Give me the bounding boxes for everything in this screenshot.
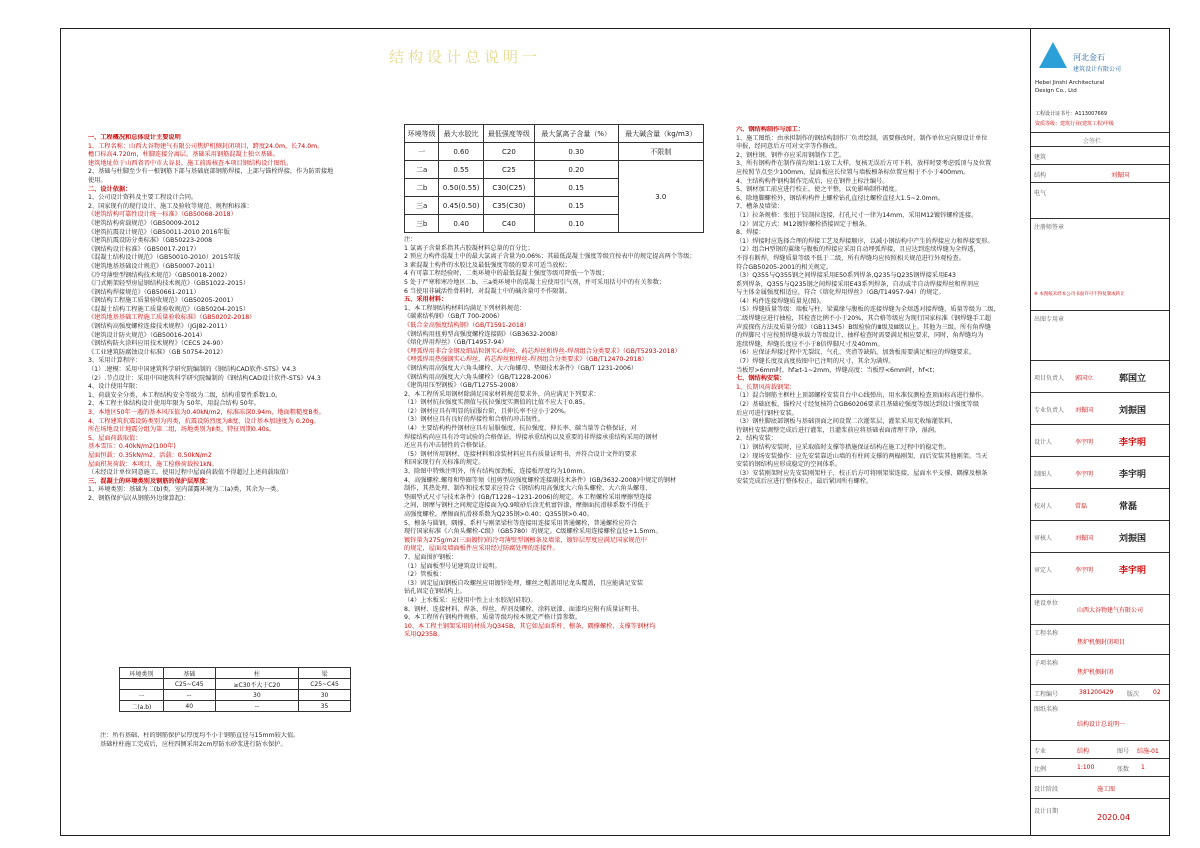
text-line: 《钢结构焊接规范》（GB50661-2011） bbox=[88, 288, 200, 296]
text-line: 檐口标高4.720m，柱脚连接分离层。基础采用钢筋混凝土独立基础。 bbox=[88, 151, 279, 159]
cover-thickness-table bbox=[119, 667, 351, 712]
table-cell: 三a bbox=[405, 197, 439, 215]
text-line: 《钢结构设计标准》（GB50017-2017） bbox=[88, 245, 200, 253]
text-line: （3）Q355与Q355钢之间焊接采用E50系列焊条,Q235与Q235钢焊接采用E43 bbox=[736, 272, 956, 280]
staff-role: 制图人 bbox=[1034, 471, 1053, 478]
text-line: 《建筑设计防火规范》（GB50016-2014） bbox=[88, 331, 206, 339]
text-line: 《建筑用压型钢板》（GB/T12755-2008） bbox=[404, 382, 522, 390]
company-name-en: Hebei Jinshi Architectural bbox=[1035, 80, 1105, 86]
table-cell: 3.0 bbox=[618, 161, 703, 233]
text-line: 9、本工程所有钢构件规格、质量等级均按本规定严格计算参数。 bbox=[404, 614, 582, 622]
durability-table bbox=[404, 124, 704, 233]
project-row: 工程名称 焦炉机侧封闭项目 bbox=[1031, 624, 1169, 654]
text-line: 2 预应力构件混凝土中的最大氯离子含量为0.06%；其最低混凝土强度等级宜按表中的规定提高两个等级； bbox=[404, 253, 696, 261]
staff-role: 审核人 bbox=[1034, 535, 1053, 542]
text-line: 不得有断焊，焊缝质量等级不低于二级，所有焊缝均应按照相关规范进行外观检查。 bbox=[736, 254, 965, 262]
text-line: 屋面积灰荷载：本项目，施工检修荷载按1kN。 bbox=[88, 460, 218, 468]
staff-row bbox=[1031, 520, 1169, 552]
text-line: 5 处于严寒和寒冷地区二b、三a类环境中的混凝土应使用引气剂，并可采用括号中的有关参数； bbox=[404, 278, 666, 286]
text-line: 2、钢柱钢、钢件亦应采用钢制作工艺。 bbox=[736, 151, 846, 159]
text-line: 焊接结构尚应具有冷弯试验的合格保证。焊接承重结构以及重要的非焊接承重结构采用的钢材 bbox=[404, 433, 658, 441]
text-line: 《建筑结构荷载规范》（GB50009-2012 bbox=[88, 219, 200, 227]
text-line: 6、除地脚螺栓外，钢结构构件上螺栓钻孔直径比螺栓直径大1.5~2.0mm。 bbox=[736, 194, 944, 202]
text-line: 4、高强螺栓.螺母和垫圈等须《扭剪型高强度螺栓连接副技术条件》(GB/3632-2008)中规定的钢材 bbox=[404, 476, 677, 484]
drawing-title: 结构设计总说明一 bbox=[388, 48, 541, 66]
text-line: 3、除图中特殊注明外，所有结构加劲板、连接板厚度均为10mm。 bbox=[404, 468, 589, 476]
staff-row bbox=[1031, 552, 1169, 584]
text-line: 基础柱柱施工完成后，应柱四侧采用2cm厚防水砂浆进行防水保护。 bbox=[100, 740, 287, 748]
text-line: 《混凝土结构设计规范》（GB50010-2010）2015年版 bbox=[88, 254, 241, 262]
column-cover-note bbox=[100, 732, 400, 752]
table-cell: ≥C30不大于C20 bbox=[215, 679, 298, 690]
text-line: 应按照节点至少100mm，屋面板应长位置与墙板檩条标位置应相于不小于400mm。 bbox=[736, 168, 970, 176]
text-line: 1、长期风荷载钢架： bbox=[736, 383, 796, 391]
text-line: 《钢结构用高强度大六角头螺栓、大六角螺母、垫圈技术条件》（GB/T 1231-2006） bbox=[404, 364, 638, 372]
text-line: 2、国家现有的现行设计、施工及验收等规范、规程和标准： bbox=[88, 202, 253, 210]
text-line: 4 有可靠工程经验时，二类环境中的最低混凝土强度等级可降低一个等级； bbox=[404, 270, 608, 278]
text-line: （1）钢材抗拉强度实测值与抗拉强度实测值的比值不应大于0.85。 bbox=[404, 399, 589, 407]
table-cell: 0.60 bbox=[439, 143, 484, 161]
text-line: 1、本工程钢结构材料均满足下列材料规范： bbox=[404, 304, 526, 312]
text-line: 高强度螺栓，摩擦面抗滑移系数为Q235钢>0.40；Q355钢>0.40。 bbox=[404, 511, 593, 518]
text-line: 8、钢材、连接材料、焊条、焊丝、焊剂及螺栓、涂料底漆、面漆均应附有质量证明书。 bbox=[404, 605, 644, 613]
date-row: 设计日期 2020.04 bbox=[1031, 798, 1169, 834]
text-line: 五、采用材料： bbox=[404, 296, 448, 304]
text-line: （7）焊缝长度及高度按图中已注明的尺寸，其余为满焊。 bbox=[736, 358, 895, 366]
table-cell: 不限制 bbox=[618, 143, 703, 161]
table-row bbox=[120, 690, 351, 701]
qualification: 资质等级：建筑行业(建筑工程)甲级 bbox=[1035, 121, 1114, 127]
table-cell: C40 bbox=[483, 215, 534, 233]
text-line: 《混凝土结构工程施工质量验收规范》（GB50204-2015） bbox=[88, 305, 250, 313]
text-line: 钻孔固定在钢结构上。 bbox=[404, 588, 466, 596]
staff-signature: 李宇明 bbox=[1119, 566, 1147, 576]
cert-number: 工程设计证书号：A113007669 bbox=[1035, 111, 1108, 117]
text-line: 后应可进行钢柱安装。 bbox=[736, 409, 798, 417]
table-row bbox=[405, 143, 704, 161]
text-line: （2）固定方式：M12镀锌螺栓搭接固定于檩条。 bbox=[736, 220, 871, 228]
subitem-row: 子项名称 焦炉机侧封闭 bbox=[1031, 654, 1169, 684]
table-row bbox=[120, 668, 351, 679]
text-line: 六、钢结构制作与加工： bbox=[736, 126, 805, 133]
text-line: （1）混合钢筋主框柱上顶部螺栓安装自台中心线弹出，用水准仪测检查顶面标高进行操作。 bbox=[736, 392, 988, 400]
staff-name: 刘振国 bbox=[1075, 407, 1094, 414]
text-line: （5）钢材所用钢材、连接材料和涂装材料应具有质量证明书，并符合设计文件的要求 bbox=[404, 450, 637, 458]
stage-row: 设计阶段 施工图 bbox=[1031, 776, 1169, 798]
table-cell: C35(C30) bbox=[483, 197, 534, 215]
text-line: 1、荷载安全分类，本工程结构安全等级为二级，结构重要性系数1.0。 bbox=[88, 391, 282, 399]
table-cell: 0.45(0.50) bbox=[439, 197, 484, 215]
table-cell: 基础 bbox=[163, 668, 215, 679]
table-cell: 梁 bbox=[299, 668, 351, 679]
text-line: 《钢结构防火涂料应用技术规程》（CECS 24-90） bbox=[88, 340, 227, 348]
table-row bbox=[405, 161, 704, 179]
staff-row bbox=[1031, 424, 1169, 456]
text-line: 《熔化焊用焊丝》（GB/T14957-94） bbox=[404, 339, 508, 347]
text-line: 《工业建筑防腐蚀设计标准》（GB 50754-2012） bbox=[88, 348, 227, 356]
countersign-header: 会签栏 bbox=[1031, 132, 1169, 146]
staff-row bbox=[1031, 360, 1169, 392]
text-line: （1）钢结构安装时，应采取临时支撑等措施保证结构在施工过程中的稳定性。 bbox=[736, 443, 951, 451]
text-line: 之间，钢摩与钢柱之间规定连接面为Q.9喷砂后涂无机富锌漆，摩擦面抗滑移系数不得低于 bbox=[404, 502, 650, 510]
text-line: 安装的钢结构应形成稳定的空间体系。 bbox=[736, 461, 842, 469]
text-line: （2）.节点设计：采用中国建筑科学研究院编制的《钢结构CAD设计软件-STS》V4.3 bbox=[88, 374, 321, 382]
title-block bbox=[1030, 28, 1170, 836]
company-name-2: 建筑设计有限公司 bbox=[1073, 66, 1122, 73]
text-line: 1、施工图纸：由承担制作的钢结构制作厂负责绘制，需要修改时，制作单位应向原设计单位 bbox=[736, 134, 988, 142]
column-materials bbox=[404, 236, 722, 796]
table-cell: 0.15 bbox=[534, 197, 618, 215]
table-cell: 三b bbox=[405, 215, 439, 233]
text-line: （2）现场安装操作：应先安装靠近山墙的有柱间支撑的两榀刚架，而后安装其他刚架。当天 bbox=[736, 452, 988, 460]
text-line: 建筑地址位于山西省晋中市大谷县。施工前需核查本项目钢结构设计图纸。 bbox=[88, 159, 293, 167]
text-line: 2、本工程所采用钢材除满足国家材料规范要求外，尚应满足下列要求： bbox=[404, 390, 600, 398]
text-line: （4）上水板采：应使用中性上止水胶泥(硅胶)。 bbox=[404, 596, 537, 604]
table-header: 最大水胶比 bbox=[439, 125, 484, 143]
column-general-notes bbox=[88, 134, 388, 664]
text-line: 《钢结构高强度螺栓连接技术规程》（JGJ82-2011） bbox=[88, 323, 231, 331]
text-line: （4）构件连接焊缝质量见(图)。 bbox=[736, 297, 826, 305]
table-cell: 二(a.b) bbox=[120, 701, 164, 712]
table-row bbox=[120, 679, 351, 690]
text-line: 七、钢结构安装： bbox=[736, 375, 786, 383]
staff-signature: 刘振国 bbox=[1119, 534, 1147, 544]
staff-row bbox=[1031, 488, 1169, 520]
text-line: 《门式刚架轻型房屋钢结构技术规范》（GB51022-2015） bbox=[88, 280, 250, 288]
text-line: （1）拉条规格：张扭于铰剖拉连接，打孔尺寸一律为14mm，采用M12镀锌螺栓连接。 bbox=[736, 211, 978, 219]
text-line: 5、檩条与圆钢、隅撑、系杆与刚架梁柱等连接用连接采用普通螺栓，普通螺栓应符合 bbox=[404, 519, 637, 527]
table-cell: 0.50(0.55) bbox=[439, 179, 484, 197]
countersign-structure: 结构 刘振国 bbox=[1031, 164, 1169, 182]
table-cell: C25~C45 bbox=[163, 679, 215, 690]
text-line: 制作，其热处理、制作和技术要求应符合《钢结构用高强度大六角头螺栓、大六角头螺母、 bbox=[404, 485, 652, 493]
table-row bbox=[120, 701, 351, 712]
text-line: （1）屋面板型号见建筑设计说明。 bbox=[404, 562, 501, 570]
text-line: 2、本工程主体结构设计使用年限为 50年，用混合结构 50年。 bbox=[88, 400, 261, 408]
table-cell: 35 bbox=[299, 701, 351, 712]
text-line: （2）组合H型钢的翼缘与腹板的焊接应采用自动埋弧焊接，且应达到连续焊缝为全焊透， bbox=[736, 246, 980, 254]
text-line: 3、采用计算程序： bbox=[88, 357, 142, 365]
text-line: 《钢结构工程施工质量验收规范》（GB50205-2001） bbox=[88, 297, 237, 305]
text-line: （3）固定屋面钢板自攻螺丝应用镀锌处理，螺丝之帽盖用尼龙头覆盖，且应能满足安装 bbox=[404, 579, 644, 587]
staff-signature: 郭国立 bbox=[1119, 374, 1147, 384]
text-line: （1）焊接时应选择合理的焊接工艺及焊接顺序，以减小钢结构中产生的焊接应力和焊接变形。 bbox=[736, 237, 994, 245]
text-line: 4、主结构构件钢构制作完成后，应在钢件上标注编号。 bbox=[736, 177, 889, 185]
text-line: 系列焊条，Q355与Q235钢之间焊接采用E43系列焊条，自动或半自动焊接焊丝和焊剂应 bbox=[736, 280, 980, 288]
table-header: 环境等级 bbox=[405, 125, 439, 143]
text-line: 与主体金属强度相适应，符合《熔化焊用焊丝》（GB/T14957-94）的规定。 bbox=[736, 289, 945, 297]
text-line: 1、公司设计资料及主要工程设计合同。 bbox=[88, 194, 198, 202]
text-line: 申报，经同意后方可对文字等作修改。 bbox=[736, 143, 842, 151]
table-cell: 0.20 bbox=[534, 161, 618, 179]
text-line: 《建筑地基基础设计规范》（GB50007-2011） bbox=[88, 262, 219, 270]
table-header: 最大氯离子含量（%） bbox=[534, 125, 618, 143]
text-line: 使用。 bbox=[88, 176, 107, 184]
text-line: 所在场地设计地震分组为第二组，场地类别为Ⅱ类，特征周期0.40s。 bbox=[88, 426, 276, 434]
table-cell: 0.30 bbox=[534, 143, 618, 161]
text-line: 注： bbox=[404, 236, 417, 243]
text-line: （3）安装刚架时应先安装刚架柱子，校正后方可将刚架梁连接，屋面水平支撑、隅撑及檩条 bbox=[736, 469, 988, 477]
staff-signature: 李宇明 bbox=[1119, 470, 1147, 480]
staff-signature: 常磊 bbox=[1119, 502, 1138, 512]
text-line: （2）钢材应具有明显的屈服台阶，且伸长率不应小于20%。 bbox=[404, 407, 571, 415]
text-line: 安装完成后应进行整体校正，最后紧固所有螺栓。 bbox=[736, 478, 873, 486]
text-line: 《埋弧焊用非合金钢及细晶粒钢实心焊丝、药芯焊丝和焊丝-焊剂组合分类要求》（GB/T5293-2018） bbox=[404, 347, 681, 355]
column-fabrication bbox=[736, 126, 1024, 766]
text-line: 《建筑抗震设防分类标准》（GB50223-2008 bbox=[88, 237, 213, 245]
staff-name: 常磊 bbox=[1075, 503, 1088, 510]
staff-name: 刘振国 bbox=[1075, 535, 1094, 542]
staff-role: 校对人 bbox=[1034, 503, 1053, 510]
text-line: 《埋弧焊用热强钢实心焊丝、药芯焊丝和焊丝-焊剂组合分类要求》（GB/T12470-2018） bbox=[404, 356, 648, 364]
text-line: 注：所有基础、柱的钢筋保护层厚度均不小于钢筋直径与15mm较大值。 bbox=[100, 732, 300, 739]
drawing-name-row: 图纸名称 结构设计总说明一 bbox=[1031, 700, 1169, 740]
table-cell: C25 bbox=[483, 161, 534, 179]
text-line: 4、工程建筑抗震设防类别为丙类，抗震设防烈度为8度，设计基本加速度为 0.20g。 bbox=[88, 417, 320, 425]
text-line: 和国家现行有关标准的规定。 bbox=[404, 459, 485, 467]
text-line: 垫圈型式尺寸与技术条件》(GB/T1228~1231-2006)的规定。本工程螺栓采用摩擦型连接 bbox=[404, 493, 652, 501]
text-line: 现行国家标准《六角头螺栓-C级》（GB5780）的规定。C级螺栓采用连接螺栓直径+1.5mm。 bbox=[404, 528, 662, 536]
countersign-architecture: 建筑 bbox=[1031, 146, 1169, 164]
text-line: （2）基础底板、锚栓尺寸经复核符合GB60206要求且基础砼强度等级达到设计强度等级 bbox=[736, 401, 980, 408]
text-line: 二级焊缝应进行抽检，其检查比例不小于20%，其合格等级应为现行国家标准《钢焊缝手工超 bbox=[736, 315, 992, 323]
text-line: （3）钢柱脚底部钢板与基础顶面之间设置二次灌浆层，灌浆采用无收缩灌浆料， bbox=[736, 418, 957, 426]
text-line: 7、槽条及墙梁： bbox=[736, 203, 784, 211]
text-line: 《钢结构用高强度大六角头螺栓》（GB/T1228-2006） bbox=[404, 373, 555, 381]
staff-role: 审定人 bbox=[1034, 567, 1053, 574]
countersign-electrical: 电气 bbox=[1031, 182, 1169, 200]
staff-name: 郭国立 bbox=[1075, 375, 1094, 382]
staff-name: 李宇明 bbox=[1075, 439, 1094, 446]
staff-row bbox=[1031, 456, 1169, 488]
text-line: （3）钢材应具有良好的焊接性和合格的冲击韧性。 bbox=[404, 416, 545, 424]
table-cell: -- bbox=[215, 701, 298, 712]
table-cell: 0.40 bbox=[439, 215, 484, 233]
scale-row: 比例 1:100 张数 1 bbox=[1031, 758, 1169, 776]
text-line: （1）.建模：采用中国建筑科学研究院编制的《钢结构CAD软件-STS》V4.3 bbox=[88, 366, 297, 374]
text-line: 10、本工程主钢架采用的材质为Q345B，其它如屋面系杆、檩条、隅撑螺栓、支撑等钢材均 bbox=[404, 622, 656, 630]
text-line: 《冷弯薄壁型钢结构技术规范》（GB50018-2002） bbox=[88, 271, 231, 279]
text-line: 还应具有冲击韧性的合格保证。 bbox=[404, 442, 491, 450]
text-line: （6）应保证焊接过程中无裂纹、气孔、夹渣等缺陷，加劲板需要满足相应的焊缝要求。 bbox=[736, 349, 976, 357]
staff-role: 项目负责人 bbox=[1034, 375, 1065, 382]
text-line: 符合GB50205-2001的相关规定。 bbox=[736, 263, 833, 271]
table-cell: 一 bbox=[405, 143, 439, 161]
text-line: 镀锌量为275g/m2(三面镀锌)的冷弯薄壁型钢檩条及墙梁，镀锌层厚度应满足国家规范中 bbox=[404, 536, 647, 544]
text-line: （5）焊缝质量等级：端板与柱、梁翼缘与腹板的连接焊缝为全熔透对接焊缝，质量等级为二级， bbox=[736, 306, 1000, 314]
staff-name: 李宇明 bbox=[1075, 567, 1094, 574]
table-cell: C30(C25) bbox=[483, 179, 534, 197]
table-cell: 二a bbox=[405, 161, 439, 179]
text-line: 3、本地区50年一遇的基本风压值为0.40kN/m2，标准冻深0.94m，地面粗糙度B类。 bbox=[88, 409, 325, 416]
text-line: 1、环境类别：基础为二(b)类，室内部露环境为二(a)类，其余为一类。 bbox=[88, 486, 283, 494]
table-cell: 环境类别 bbox=[120, 668, 164, 679]
text-line: 屋面恒载：0.35kN/m2，活载：0.50kN/m2 bbox=[88, 451, 212, 459]
staff-role: 设计人 bbox=[1034, 439, 1053, 446]
text-line: 4、设计使用年限： bbox=[88, 383, 142, 391]
table-cell: 0.15 bbox=[534, 179, 618, 197]
text-line: 6 当使用非碱活性骨料时，对混凝土中的碱含量可不作限制。 bbox=[404, 287, 571, 295]
company-name-en-2: Design Co., Ltd bbox=[1035, 88, 1077, 94]
text-line: 2、结构安装： bbox=[736, 435, 778, 443]
major-row: 专业 结构 图号 结施-01 bbox=[1031, 740, 1169, 758]
table-cell: -- bbox=[163, 690, 215, 701]
text-line: 3 素混凝土构件的水胶比及最低强度等级的要求可适当放松； bbox=[404, 261, 571, 269]
text-line: 三、混凝土的环境类别及钢筋的保护层厚度： bbox=[88, 477, 212, 485]
text-line: 基本雪压：0.40kN/m2(100年) bbox=[88, 443, 176, 451]
text-line: （未经设计单位同意施工，使用过程中屋面荷载值不得超过上述荷载取值） bbox=[88, 469, 293, 477]
text-line: 一、工程概况和总体设计主要说明 bbox=[88, 134, 181, 141]
text-line: 的规定，屋面及墙面板件应采用经过防腐处理的连接件。 bbox=[404, 545, 559, 553]
text-line: 采用Q235B。 bbox=[404, 631, 444, 639]
text-line: 声波探伤方法及质量分级》（GB11345）B级检验的Ⅲ级及Ⅲ级以上。其他为三级。所有角焊缝 bbox=[736, 323, 991, 331]
table-cell: 二b bbox=[405, 179, 439, 197]
table-cell: C20 bbox=[483, 143, 534, 161]
table-cell: C25~C45 bbox=[299, 679, 351, 690]
text-line: 《碳素结构钢》（GB/T 700-2006） bbox=[404, 313, 504, 321]
company-logo-icon bbox=[1039, 42, 1067, 68]
text-line: 连续焊缝，焊缝长度应不小于8倍焊脚尺寸及40mm。 bbox=[736, 340, 884, 348]
company-name: 河北金石 bbox=[1073, 53, 1105, 62]
table-cell: 40 bbox=[163, 701, 215, 712]
text-line: 5、屋面荷载取值： bbox=[88, 434, 142, 442]
text-line: 《建筑抗震设计规范》（GB50011-2010 2016年版 bbox=[88, 228, 230, 236]
text-line: 1、工程名称：山西大谷物建气有限公司焦炉机侧封闭项目，跨度24.0m，长74.0m。 bbox=[88, 142, 324, 150]
staff-name: 李宇明 bbox=[1075, 471, 1094, 478]
plot-stamp-area: 出图专用章 bbox=[1031, 310, 1169, 358]
text-line: 2、钢筋保护层(从钢筋外边缘算起)： bbox=[88, 494, 190, 502]
text-line: 待钢柱安装调整完成后进行灌浆，且灌浆前应将基础表面清理干净，湿润。 bbox=[736, 426, 941, 434]
staff-signature: 李宇明 bbox=[1119, 438, 1147, 448]
text-line: 《钢结构用扭剪型高强度螺栓连接副》（GB3632-2008） bbox=[404, 330, 562, 338]
text-line: 7、屋面围护钢板： bbox=[404, 553, 458, 561]
registered-stamp-area: 注册师签章 ※ 本图纸未经本公司书面许可不得复制或转让 bbox=[1031, 218, 1169, 300]
text-line: 当板厚>6mm时，hf≥t-1~2mm，焊缝高度：当板厚<6mm时，hf<t； bbox=[736, 366, 939, 374]
table-row bbox=[405, 125, 704, 143]
table-cell: 0.10 bbox=[534, 215, 618, 233]
text-line: 5、钢材加工前应进行校正，使之平整，以免影响制作精度。 bbox=[736, 186, 901, 194]
table-cell: 30 bbox=[215, 690, 298, 701]
text-line: 《低合金高强度结构钢》（GB/T1591-2018） bbox=[404, 321, 530, 329]
staff-signature: 刘振国 bbox=[1119, 406, 1147, 416]
client-row: 建设单位 山西大谷物建气有限公司 bbox=[1031, 594, 1169, 624]
text-line: （2）管板板： bbox=[404, 571, 446, 579]
table-header: 最低强度等级 bbox=[483, 125, 534, 143]
table-cell: 一 bbox=[120, 690, 164, 701]
staff-role: 专业负责人 bbox=[1034, 407, 1065, 414]
text-line: 1 氯离子含量系指其占胶凝材料总量的百分比； bbox=[404, 244, 534, 252]
project-number-row: 工程编号 381200429 版次 02 bbox=[1031, 684, 1169, 700]
text-line: 2、基础与柱脚至少有一根钢筋下部与基础底部钢筋焊接，上部与锚栓焊接，作为防雷接地 bbox=[88, 168, 334, 176]
text-line: 3、所有钢构件在制作前均须1:1放工大样，复核无误后方可下料，放样时要考虑弧顶与及位置 bbox=[736, 160, 992, 168]
table-cell: 0.55 bbox=[439, 161, 484, 179]
text-line: 《建筑结构可靠性设计统一标准》（GB50068-2018） bbox=[88, 211, 237, 219]
text-line: 的焊脚尺寸应按照焊缝承载力等级设计，抽样检查时需要满足相应要求，同时，角焊缝均为 bbox=[736, 332, 984, 340]
table-cell: 柱 bbox=[215, 668, 298, 679]
table-header: 最大碱含量（kg/m3） bbox=[618, 125, 703, 143]
table-cell bbox=[120, 679, 164, 690]
table-cell: 30 bbox=[299, 690, 351, 701]
staff-row bbox=[1031, 392, 1169, 424]
text-line: 二、设计依据： bbox=[88, 185, 132, 193]
text-line: （4）主要结构构件钢材应具有屈服强度、抗拉强度、伸长率、碳当量等合格保证，对 bbox=[404, 425, 637, 433]
text-line: 8、焊接： bbox=[736, 229, 765, 237]
text-line: 《建筑地基基础工程施工质量验收标准》（GB50202-2018） bbox=[88, 314, 256, 322]
